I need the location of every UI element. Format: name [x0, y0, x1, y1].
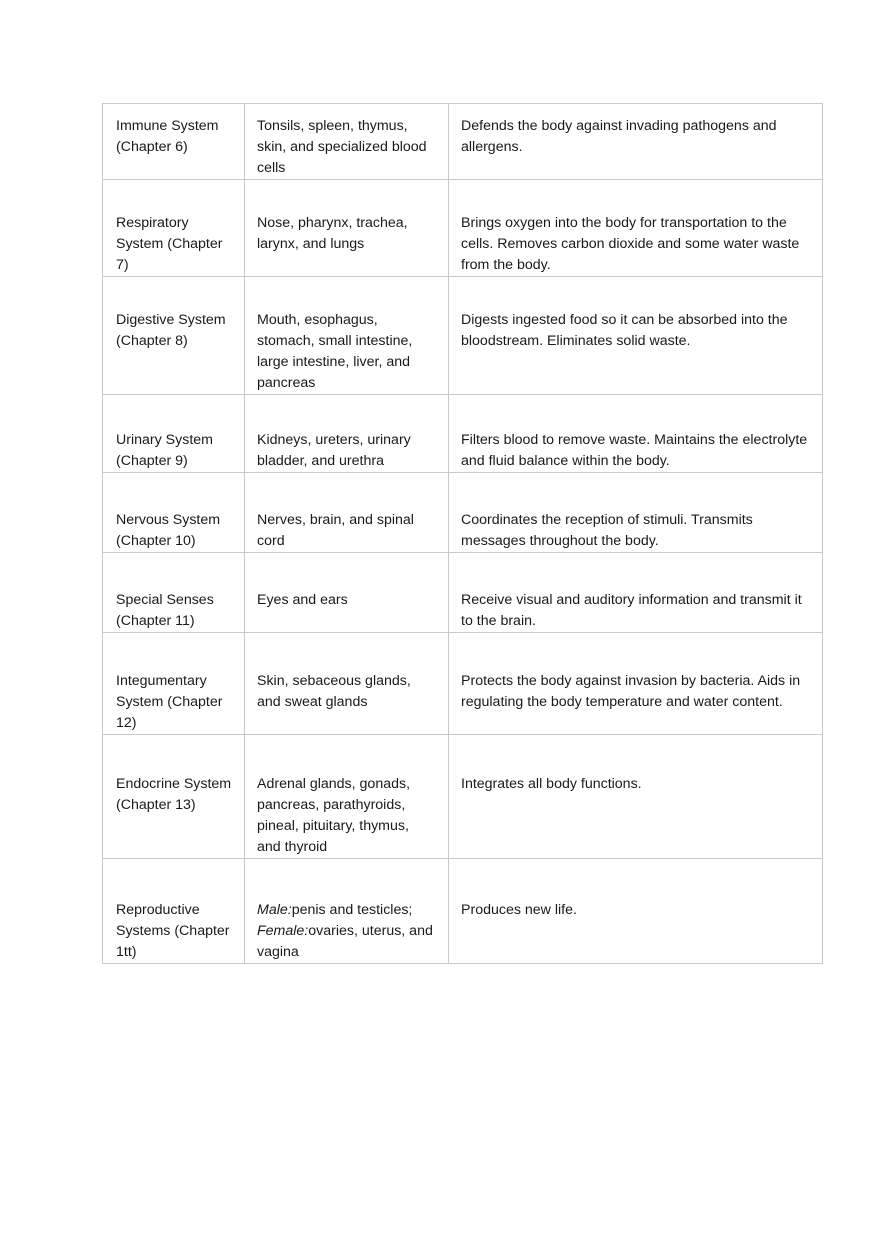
- table-row: [103, 473, 823, 553]
- organs-cell: Mouth, esophagus, stomach, small intestine, large intestine, liver, and pancreas: [245, 277, 449, 395]
- table-row: [103, 277, 823, 395]
- organs-cell: Skin, sebaceous glands, and sweat glands: [245, 633, 449, 735]
- body-systems-table: [102, 103, 823, 964]
- function-cell: Filters blood to remove waste. Maintains the electrolyte and fluid balance within the body.: [449, 395, 823, 473]
- system-cell: Special Senses (Chapter 11): [103, 553, 245, 633]
- function-cell: Defends the body against invading pathogens and allergens.: [449, 104, 823, 180]
- table-row: [103, 553, 823, 633]
- organs-cell: Adrenal glands, gonads, pancreas, parathyroids, pineal, pituitary, thymus, and thyroid: [245, 735, 449, 859]
- system-cell: Nervous System (Chapter 10): [103, 473, 245, 553]
- organs-cell: Kidneys, ureters, urinary bladder, and urethra: [245, 395, 449, 473]
- function-cell: Protects the body against invasion by bacteria. Aids in regulating the body temperature and water content.: [449, 633, 823, 735]
- male-organs: penis and testicles;: [291, 902, 413, 918]
- table-row: [103, 395, 823, 473]
- system-cell: Digestive System (Chapter 8): [103, 277, 245, 395]
- function-cell: Brings oxygen into the body for transportation to the cells. Removes carbon dioxide and some water waste from the body.: [449, 180, 823, 277]
- system-cell: Endocrine System (Chapter 13): [103, 735, 245, 859]
- organs-cell: Nerves, brain, and spinal cord: [245, 473, 449, 553]
- organs-cell: [245, 859, 449, 964]
- system-cell: Respiratory System (Chapter 7): [103, 180, 245, 277]
- system-cell: Integumentary System (Chapter 12): [103, 633, 245, 735]
- function-cell: Integrates all body functions.: [449, 735, 823, 859]
- function-cell: Digests ingested food so it can be absorbed into the bloodstream. Eliminates solid waste.: [449, 277, 823, 395]
- organs-cell: Tonsils, spleen, thymus, skin, and specialized blood cells: [245, 104, 449, 180]
- table-row: [103, 104, 823, 180]
- organs-cell: Eyes and ears: [245, 553, 449, 633]
- female-organs: ovaries, uterus, and vagina: [257, 923, 433, 960]
- table-row: [103, 859, 823, 964]
- function-cell: Receive visual and auditory information and transmit it to the brain.: [449, 553, 823, 633]
- male-label: Male:: [257, 902, 292, 918]
- function-cell: Coordinates the reception of stimuli. Transmits messages throughout the body.: [449, 473, 823, 553]
- table-row: [103, 735, 823, 859]
- table-row: [103, 633, 823, 735]
- function-cell: Produces new life.: [449, 859, 823, 964]
- system-cell: Reproductive Systems (Chapter 1tt): [103, 859, 245, 964]
- organs-cell: Nose, pharynx, trachea, larynx, and lungs: [245, 180, 449, 277]
- female-label: Female:: [257, 923, 309, 939]
- system-cell: Immune System (Chapter 6): [103, 104, 245, 180]
- system-cell: Urinary System (Chapter 9): [103, 395, 245, 473]
- table-row: [103, 180, 823, 277]
